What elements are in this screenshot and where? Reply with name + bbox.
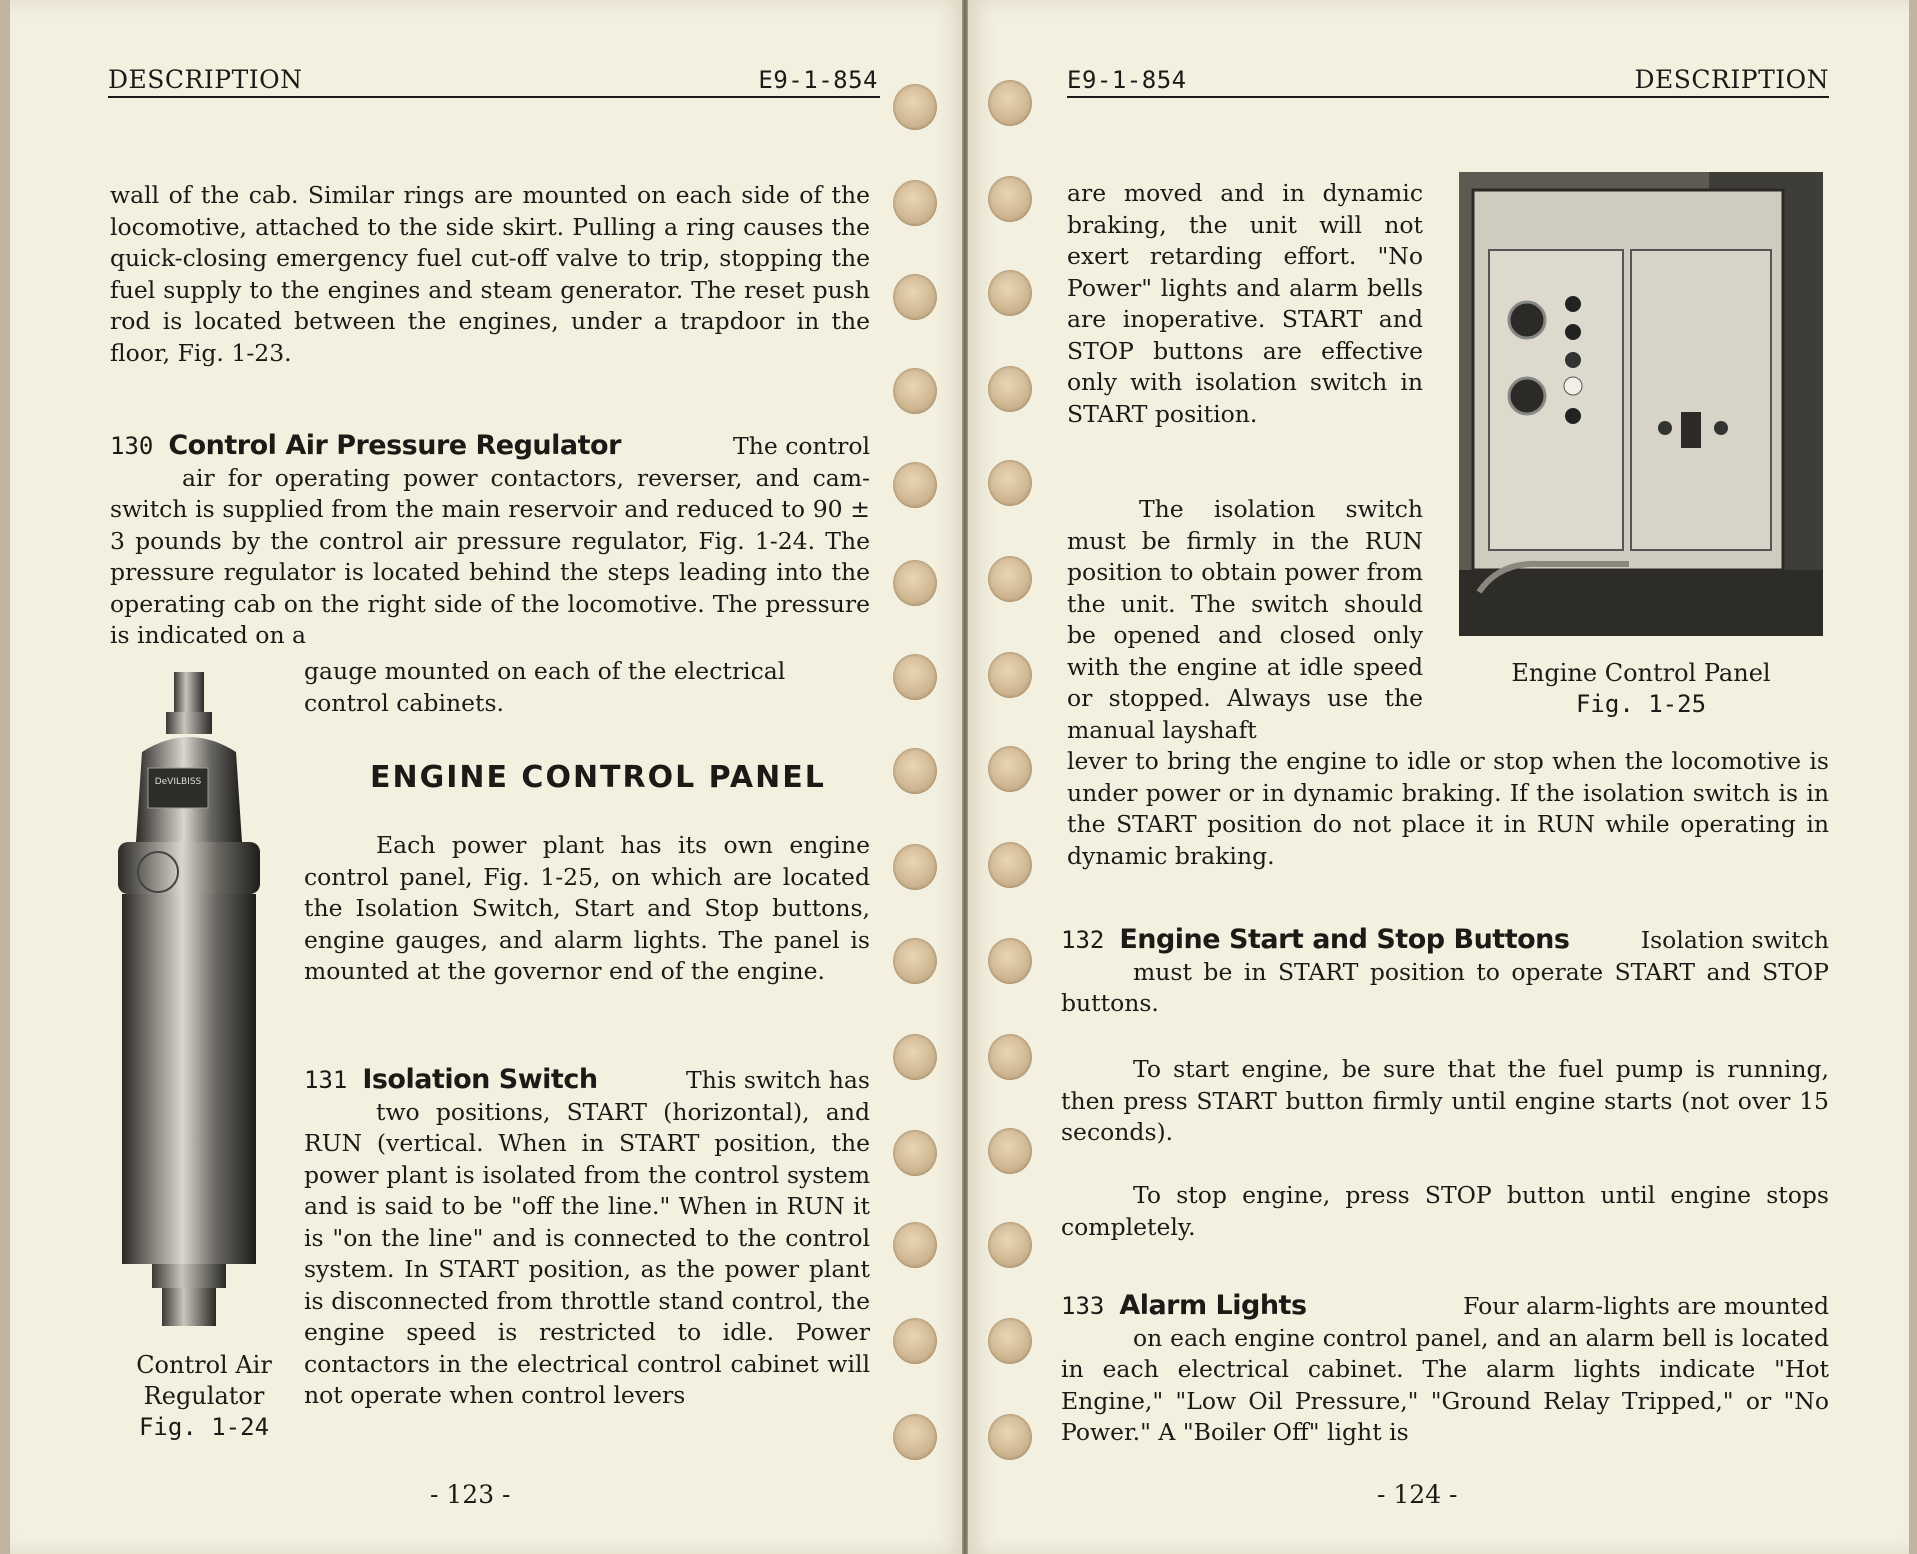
binding-hole <box>893 1034 937 1080</box>
binding-hole <box>988 1222 1032 1268</box>
top-nut <box>166 712 212 734</box>
binding-hole <box>893 938 937 984</box>
left-page <box>10 0 965 1554</box>
binding-hole <box>893 368 937 414</box>
binding-hole <box>988 938 1032 984</box>
page-number-124: - 124 - <box>1377 1480 1458 1509</box>
book-gutter <box>962 0 968 1554</box>
header-doc-number: E9-1-854 <box>758 66 878 94</box>
binding-hole <box>893 462 937 508</box>
binding-hole <box>893 748 937 794</box>
binding-hole <box>988 556 1032 602</box>
section-133 <box>1061 1290 1829 1449</box>
binding-hole <box>988 1318 1032 1364</box>
binding-hole <box>893 274 937 320</box>
section-130-body: air for operating power contactors, reverser, and cam-switch is supplied from the main reservoir and reduced to 90 ± 3 pounds by the control air pressure regulator, Fig. 1-24. The pressure regulator is located behind the steps leading into the operating cab on the right side of the locomotive. The pressure is indicated on a <box>110 463 870 649</box>
continued-paragraph: are moved and in dynamic braking, the unit will not exert retarding effort. "No Power" lights and alarm bells are inoperative. START and STOP buttons are effective only with isolation switch in START position. <box>1067 179 1423 428</box>
isolation-switch <box>1681 412 1701 448</box>
section-131-number: 131 <box>304 1066 348 1094</box>
intro-paragraph: wall of the cab. Similar rings are mounted on each side of the locomotive, attached to the side skirt. Pulling a ring causes the quick-closing emergency fuel cut-off valve to trip, stopping the fuel supply to the engines and steam generator. The reset push rod is located between the engines, under a trapdoor in the floor, Fig. 1-23. <box>110 181 870 367</box>
switch-indicator-right <box>1714 421 1728 435</box>
binding-hole <box>893 84 937 130</box>
right-page-header <box>1067 66 1829 98</box>
engine-control-panel-title: ENGINE CONTROL PANEL <box>370 760 826 795</box>
control-air-regulator-photo <box>108 672 270 1332</box>
section-133-number: 133 <box>1061 1292 1105 1320</box>
section-131-heading-row <box>304 1064 870 1097</box>
isolation-switch-paragraph-narrow: The isolation switch must be firmly in the RUN position to obtain power from the unit. The switch should be opened and closed only with the engine at idle speed or stopped. Always use the manual layshaft <box>1067 495 1423 744</box>
binding-hole <box>893 1318 937 1364</box>
alarm-light-1 <box>1565 296 1581 312</box>
nameplate-text: DeVILBISS <box>154 777 202 787</box>
section-132-title: Engine Start and Stop Buttons <box>1119 924 1570 955</box>
bottom-nut <box>152 1264 226 1288</box>
binding-hole <box>988 652 1032 698</box>
binding-hole <box>988 1128 1032 1174</box>
right-door <box>1631 250 1771 550</box>
figure-1-25-caption: Engine Control Panel Fig. 1-25 <box>1511 659 1771 718</box>
switch-indicator-left <box>1658 421 1672 435</box>
section-130-title: Control Air Pressure Regulator <box>168 430 621 461</box>
engine-gauge-top <box>1509 302 1545 338</box>
binding-hole <box>893 844 937 890</box>
binding-hole <box>893 1222 937 1268</box>
binding-hole <box>988 80 1032 126</box>
section-132-lead: Isolation switch <box>1640 926 1829 954</box>
section-131 <box>304 1064 870 1412</box>
binding-hole <box>893 180 937 226</box>
alarm-light-2 <box>1565 324 1581 340</box>
section-133-body: on each engine control panel, and an alarm bell is located in each electrical cabinet. The alarm lights indicate "Hot Engine," "Low Oil Pressure," "Ground Relay Tripped," or "No Power." A "Boiler Off" light is <box>1061 1323 1829 1446</box>
binding-hole <box>988 460 1032 506</box>
isolation-switch-paragraph-wide: lever to bring the engine to idle or stop when the locomotive is under power or in dynamic braking. If the isolation switch is in the START position do not place it in RUN while operating in dynamic braking. <box>1067 747 1829 870</box>
binding-hole <box>893 654 937 700</box>
header-section-label-right: DESCRIPTION <box>1634 65 1829 94</box>
binding-hole <box>988 270 1032 316</box>
header-doc-number-right: E9-1-854 <box>1067 66 1187 94</box>
header-section-label: DESCRIPTION <box>108 65 303 94</box>
top-fitting <box>174 672 204 712</box>
section-130-number: 130 <box>110 432 154 460</box>
alarm-light-3 <box>1565 352 1581 368</box>
engine-control-panel-paragraph: Each power plant has its own engine control panel, Fig. 1-25, on which are located the Isolation Switch, Start and Stop buttons, engine gauges, and alarm lights. The panel is mounted at the governor end of the engine. <box>304 831 870 985</box>
left-page-header <box>108 66 880 98</box>
section-132 <box>1061 924 1829 1020</box>
section-131-title: Isolation Switch <box>362 1064 598 1095</box>
section-133-title: Alarm Lights <box>1119 1290 1307 1321</box>
figure-1-24-caption: Control Air Regulator Fig. 1-24 <box>136 1351 272 1441</box>
section-130-heading-row <box>110 430 870 463</box>
right-page <box>967 0 1909 1554</box>
page-number-123: - 123 - <box>430 1480 511 1509</box>
engine-control-panel-photo <box>1459 172 1823 636</box>
section-133-heading-row <box>1061 1290 1829 1323</box>
drain-knob <box>162 1288 216 1326</box>
engine-gauge-bottom <box>1509 378 1545 414</box>
section-132-body: must be in START position to operate START and STOP buttons. <box>1061 957 1829 1017</box>
stop-engine-paragraph: To stop engine, press STOP button until engine stops completely. <box>1061 1181 1829 1241</box>
binding-hole <box>988 1414 1032 1460</box>
section-130 <box>110 430 870 652</box>
binding-hole <box>988 842 1032 888</box>
section-131-body: two positions, START (horizontal), and RUN (vertical. When in START position, the power plant is isolated from the control system and is said to be "off the line." When in RUN it is "on the line" and is connected to the control system. In START position, as the power plant is disconnected from throttle stand control, the engine speed is restricted to idle. Power contactors in the electrical control cabinet will not operate when control levers <box>304 1097 870 1409</box>
section-130-continued: gauge mounted on each of the electrical control cabinets. <box>304 657 786 717</box>
start-engine-paragraph: To start engine, be sure that the fuel pump is running, then press START button firmly until engine starts (not over 15 seconds). <box>1061 1055 1829 1146</box>
binding-hole <box>893 560 937 606</box>
binding-hole <box>988 746 1032 792</box>
section-132-number: 132 <box>1061 926 1105 954</box>
section-131-lead: This switch has <box>686 1066 870 1094</box>
binding-hole <box>988 366 1032 412</box>
nameplate <box>148 768 208 808</box>
section-130-lead: The control <box>733 432 870 460</box>
binding-hole <box>988 176 1032 222</box>
engine-compartment <box>1459 570 1823 636</box>
start-button <box>1564 377 1582 395</box>
binding-hole <box>893 1414 937 1460</box>
section-132-heading-row <box>1061 924 1829 957</box>
stop-button <box>1565 408 1581 424</box>
binding-hole <box>893 1130 937 1176</box>
binding-hole <box>988 1034 1032 1080</box>
regulator-bowl <box>122 894 256 1264</box>
section-133-lead: Four alarm-lights are mounted <box>1463 1292 1829 1320</box>
